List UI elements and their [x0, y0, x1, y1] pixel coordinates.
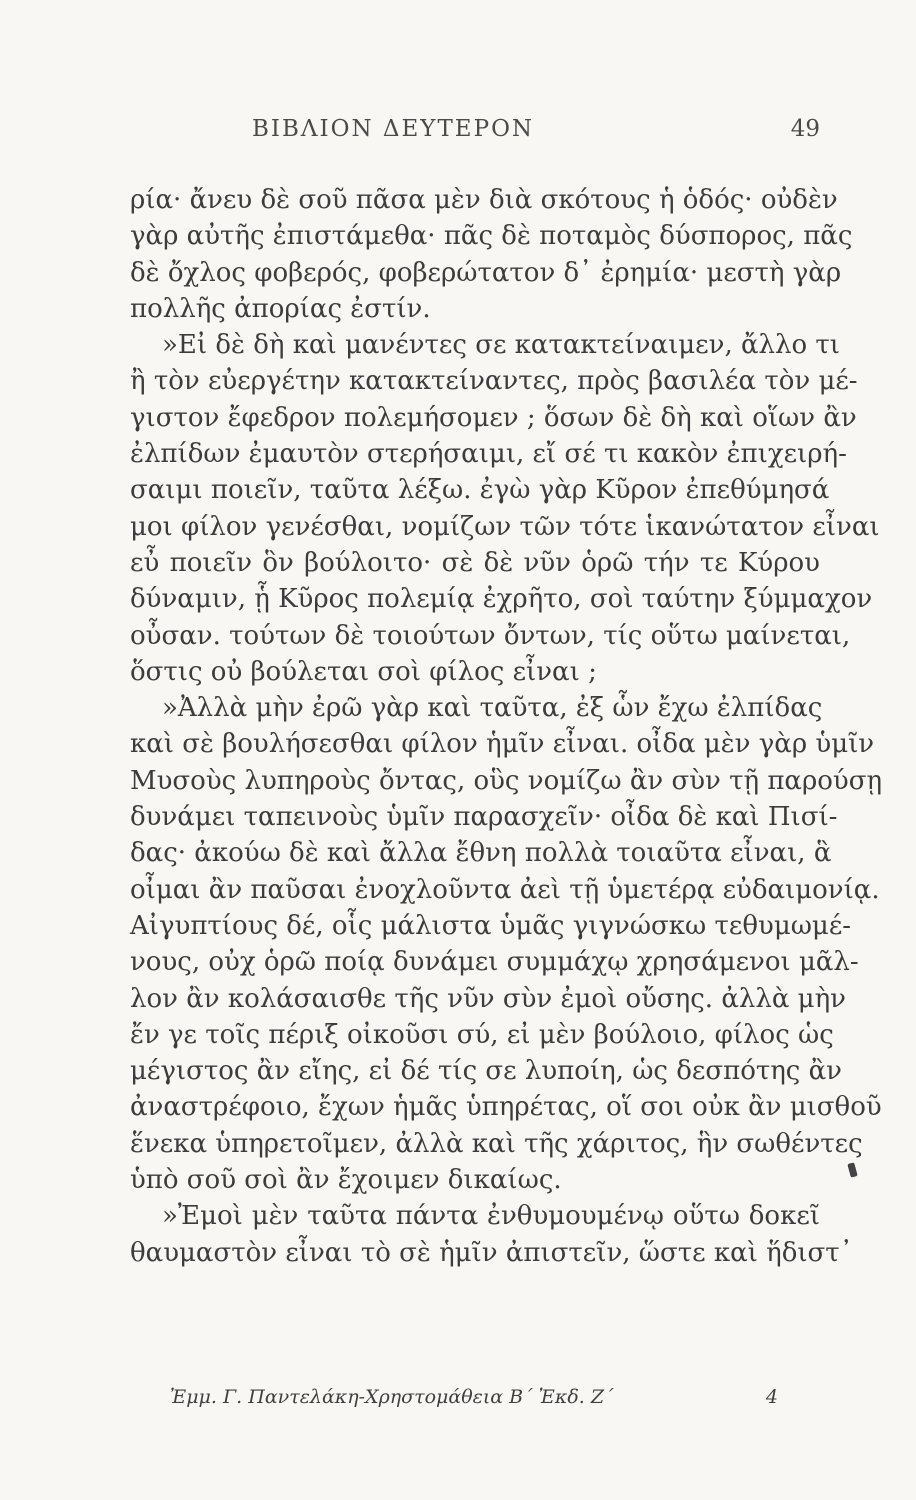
text-line: θαυμαστὸν εἶναι τὸ σὲ ἡμῖν ἀπιστεῖν, ὥστε καὶ ἥδιστ᾽: [130, 1237, 853, 1268]
signature-mark: 4: [765, 1386, 778, 1408]
text-line: δύναμιν, ᾗ Κῦρος πολεμίᾳ ἐχρῆτο, σοὶ ταύτην ξύμμαχον: [130, 584, 873, 615]
text-line: ὑπὸ σοῦ σοὶ ἂν ἔχοιμεν δικαίως.: [130, 1165, 562, 1196]
text-line: πολλῆς ἀπορίας ἐστίν.: [130, 293, 431, 324]
text-line: ἀναστρέφοιο, ἔχων ἡμᾶς ὑπηρέτας, οἵ σοι οὐκ ἂν μισθοῦ: [130, 1092, 882, 1123]
footer-citation: Ἐμμ. Γ. Παντελάκη-Χρηστομάθεια Β΄ Ἐκδ. Ζ΄: [170, 1386, 614, 1408]
text-line: ἔν γε τοῖς πέριξ οἰκοῦσι σύ, εἰ μὲν βούλοιο, φίλος ὡς: [130, 1019, 834, 1050]
text-line: νους, οὐχ ὁρῶ ποίᾳ δυνάμει συμμάχῳ χρησάμενοι μᾶλ-: [130, 947, 859, 978]
page-number: 49: [790, 116, 820, 142]
text-line: ἢ τὸν εὐεργέτην κατακτείναντες, πρὸς βασιλέα τὸν μέ-: [130, 366, 858, 397]
text-line: ὅστις οὐ βούλεται σοὶ φίλος εἶναι ;: [130, 656, 597, 687]
text-line: »Ἐμοὶ μὲν ταῦτα πάντα ἐνθυμουμένῳ οὕτω δοκεῖ: [162, 1201, 820, 1232]
text-line: εὖ ποιεῖν ὃν βούλοιτο· σὲ δὲ νῦν ὁρῶ τήν τε Κύρου: [130, 547, 820, 578]
text-line: Μυσοὺς λυπηροὺς ὄντας, οὓς νομίζω ἂν σὺν τῇ παρούσῃ: [130, 765, 883, 796]
text-line: δας· ἀκούω δὲ καὶ ἄλλα ἔθνη πολλὰ τοιαῦτα εἶναι, ἃ: [130, 838, 832, 869]
page-footer: [170, 1386, 790, 1416]
text-line: μοι φίλον γενέσθαι, νομίζων τῶν τότε ἱκανώτατον εἶναι: [130, 511, 880, 542]
text-line: οὖσαν. τούτων δὲ τοιούτων ὄντων, τίς οὕτω μαίνεται,: [130, 620, 851, 651]
body-text: [130, 182, 883, 1271]
text-line: γὰρ αὐτῆς ἐπιστάμεθα· πᾶς δὲ ποταμὸς δύσπορος, πᾶς: [130, 221, 853, 252]
page-header: [130, 116, 820, 152]
text-line: ἐλπίδων ἐμαυτὸν στερήσαιμι, εἴ σέ τι κακὸν ἐπιχειρή-: [130, 439, 847, 470]
text-line: ρία· ἄνευ δὲ σοῦ πᾶσα μὲν διὰ σκότους ἡ ὁδός· οὐδὲν: [130, 185, 838, 215]
text-line: λον ἂν κολάσαισθε τῆς νῦν σὺν ἐμοὶ οὔσης. ἀλλὰ μὴν: [130, 983, 846, 1014]
running-head: ΒΙΒΛΙΟΝ ΔΕΥΤΕΡΟΝ: [252, 116, 535, 142]
text-line: »Ἀλλὰ μὴν ἐρῶ γὰρ καὶ ταῦτα, ἐξ ὧν ἔχω ἐλπίδας: [162, 693, 823, 724]
text-line: Αἰγυπτίους δέ, οἷς μάλιστα ὑμᾶς γιγνώσκω τεθυμωμέ-: [130, 910, 852, 941]
text-line: »Εἰ δὲ δὴ καὶ μανέντες σε κατακτείναιμεν, ἄλλο τι: [162, 330, 840, 361]
text-line: δυνάμει ταπεινοὺς ὑμῖν παρασχεῖν· οἶδα δὲ καὶ Πισί-: [130, 802, 838, 833]
text-line: σαιμι ποιεῖν, ταῦτα λέξω. ἐγὼ γὰρ Κῦρον ἐπεθύμησά: [130, 475, 830, 506]
text-line: ἕνεκα ὑπηρετοῖμεν, ἀλλὰ καὶ τῆς χάριτος, ἣν σωθέντες: [130, 1128, 863, 1159]
margin-ink-mark: [847, 1162, 857, 1177]
text-line: οἶμαι ἂν παῦσαι ἐνοχλοῦντα ἀεὶ τῇ ὑμετέρᾳ εὐδαιμονίᾳ.: [130, 874, 880, 905]
text-line: μέγιστος ἂν εἴης, εἰ δέ τίς σε λυποίη, ὡς δεσπότης ἂν: [130, 1056, 842, 1087]
text-line: καὶ σὲ βουλήσεσθαι φίλον ἡμῖν εἶναι. οἶδα μὲν γὰρ ὑμῖν: [130, 729, 875, 760]
text-line: δὲ ὄχλος φοβερός, φοβερώτατον δ᾽ ἐρημία· μεστὴ γὰρ: [130, 257, 842, 288]
text-line: γιστον ἔφεδρον πολεμήσομεν ; ὅσων δὲ δὴ καὶ οἵων ἂν: [130, 402, 857, 433]
